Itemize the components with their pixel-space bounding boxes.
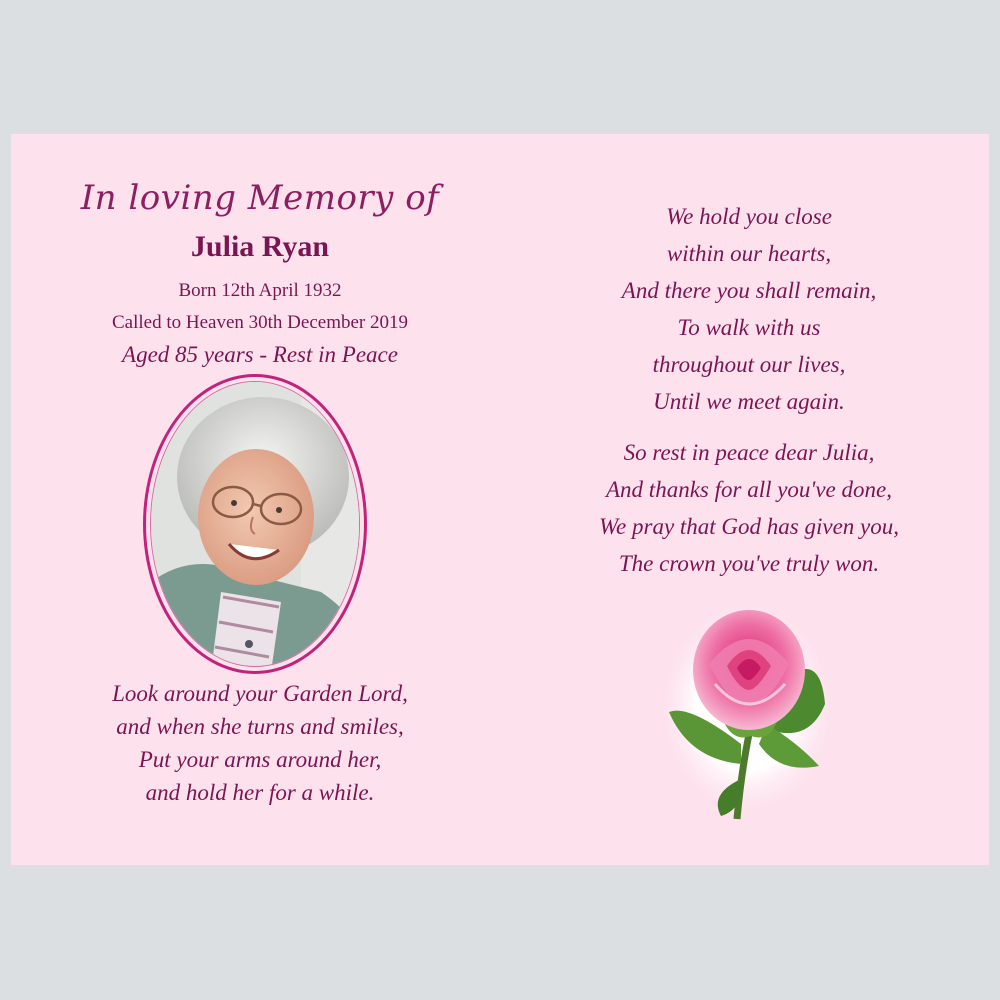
memorial-card xyxy=(11,134,989,865)
verse-line: So rest in peace dear Julia, xyxy=(623,440,875,465)
portrait-photo xyxy=(150,381,360,667)
verse-line: and hold her for a while. xyxy=(145,780,375,805)
verse-line: throughout our lives, xyxy=(652,352,846,377)
portrait-frame xyxy=(143,374,367,674)
verse-line: Until we meet again. xyxy=(653,389,845,414)
verse-line: Look around your Garden Lord, xyxy=(112,681,408,706)
memory-heading: In loving Memory of xyxy=(80,178,440,218)
verse-line: Put your arms around her, xyxy=(138,747,382,772)
verse-line: To walk with us xyxy=(677,315,821,340)
left-panel xyxy=(11,134,509,865)
verse-line: within our hearts, xyxy=(666,241,832,266)
right-verse-1 xyxy=(509,198,989,420)
rose-image xyxy=(649,594,849,822)
verse-line: And there you shall remain, xyxy=(621,278,877,303)
death-date: Called to Heaven 30th December 2019 xyxy=(112,312,408,333)
rose-icon xyxy=(649,594,849,822)
deceased-name: Julia Ryan xyxy=(190,230,330,263)
right-verse-2 xyxy=(509,434,989,582)
verse-line: We hold you close xyxy=(666,204,832,229)
birth-date: Born 12th April 1932 xyxy=(178,280,342,301)
portrait-illustration xyxy=(151,382,360,667)
verse-line: The crown you've truly won. xyxy=(618,551,880,576)
left-verse xyxy=(11,677,509,809)
age-line: Aged 85 years - Rest in Peace xyxy=(122,342,398,367)
verse-line: We pray that God has given you, xyxy=(598,514,900,539)
verse-line: and when she turns and smiles, xyxy=(116,714,404,739)
verse-line: And thanks for all you've done, xyxy=(606,477,892,502)
right-panel xyxy=(509,134,989,865)
